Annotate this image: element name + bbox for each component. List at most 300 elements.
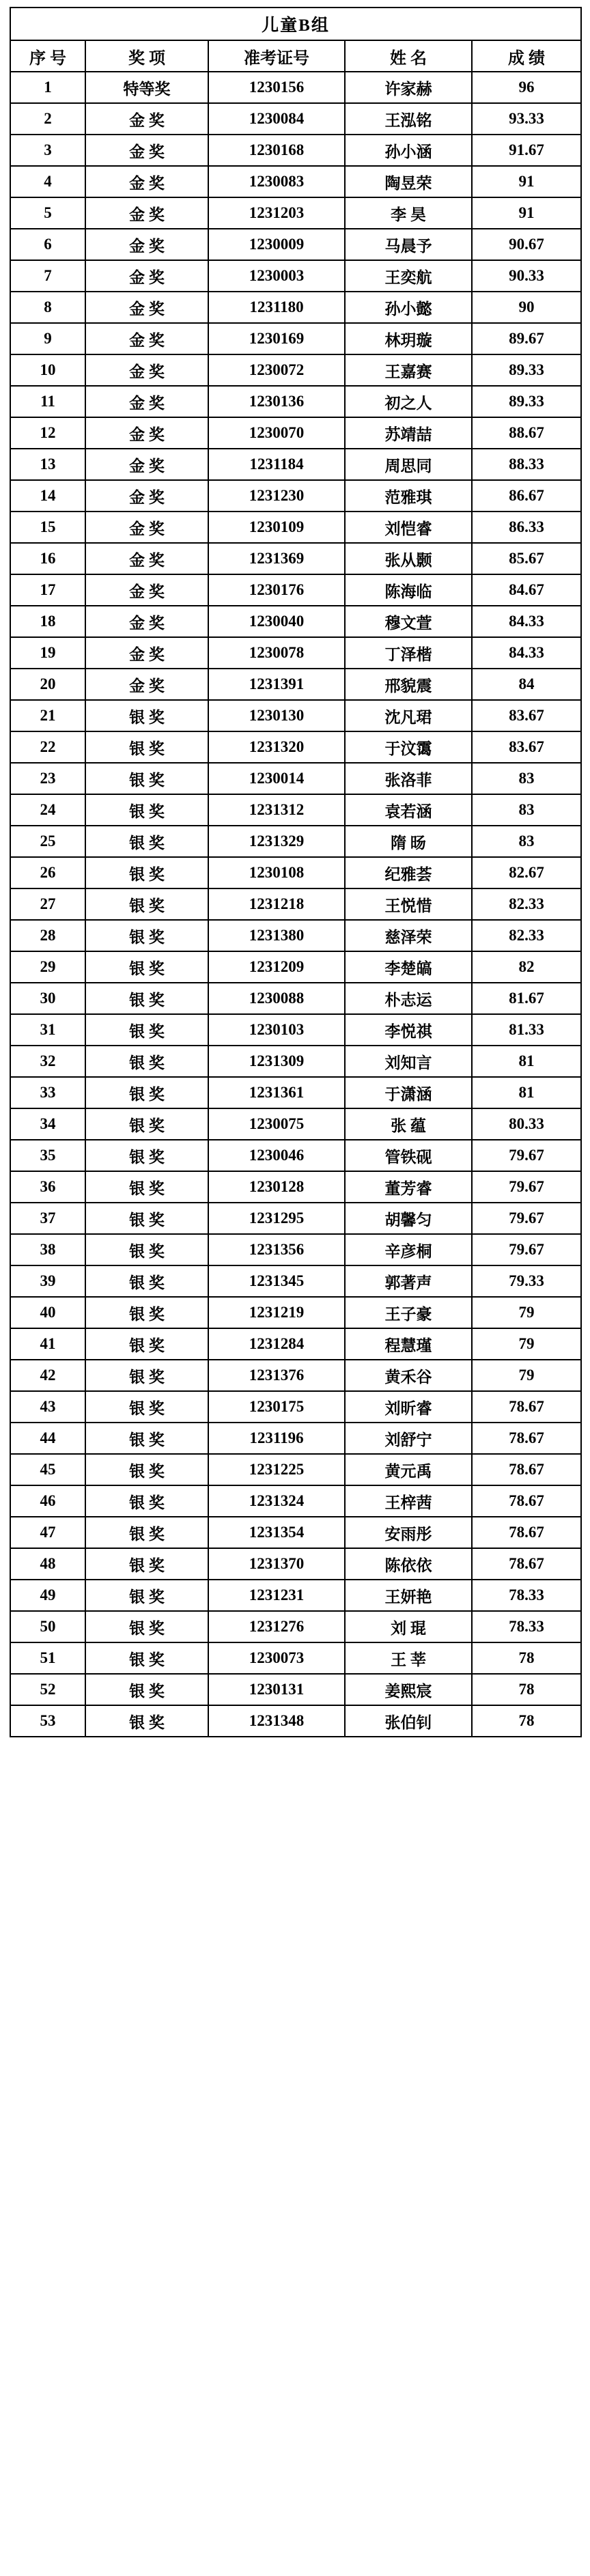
cell-award: 银 奖 [85, 1611, 208, 1642]
cell-id: 1230130 [208, 700, 345, 731]
cell-rank: 53 [10, 1705, 85, 1737]
cell-name: 王泓铭 [345, 103, 472, 135]
cell-name: 许家赫 [345, 72, 472, 103]
cell-rank: 3 [10, 135, 85, 166]
table-row [10, 983, 581, 1014]
cell-award: 金 奖 [85, 606, 208, 637]
cell-rank: 27 [10, 888, 85, 920]
cell-id: 1230009 [208, 229, 345, 260]
cell-score: 89.33 [472, 354, 581, 386]
cell-rank: 22 [10, 731, 85, 763]
cell-id: 1231324 [208, 1485, 345, 1517]
cell-name: 郭著声 [345, 1265, 472, 1297]
table-row [10, 480, 581, 512]
cell-award: 银 奖 [85, 1517, 208, 1548]
table-row [10, 229, 581, 260]
cell-id: 1231329 [208, 826, 345, 857]
cell-rank: 51 [10, 1642, 85, 1674]
cell-rank: 23 [10, 763, 85, 794]
cell-name: 张伯钊 [345, 1705, 472, 1737]
cell-id: 1230014 [208, 763, 345, 794]
cell-name: 刘舒宁 [345, 1423, 472, 1454]
cell-name: 程慧瑾 [345, 1328, 472, 1360]
cell-id: 1230003 [208, 260, 345, 292]
cell-id: 1230088 [208, 983, 345, 1014]
cell-rank: 42 [10, 1360, 85, 1391]
cell-name: 朴志运 [345, 983, 472, 1014]
cell-score: 88.33 [472, 449, 581, 480]
table-row [10, 72, 581, 103]
cell-id: 1230083 [208, 166, 345, 197]
cell-award: 银 奖 [85, 1423, 208, 1454]
table-row [10, 857, 581, 888]
table-row [10, 794, 581, 826]
cell-award: 银 奖 [85, 1454, 208, 1485]
cell-rank: 38 [10, 1234, 85, 1265]
table-row [10, 731, 581, 763]
cell-rank: 4 [10, 166, 85, 197]
cell-rank: 25 [10, 826, 85, 857]
cell-score: 84.33 [472, 606, 581, 637]
table-row [10, 1423, 581, 1454]
column-header-award: 奖 项 [85, 40, 208, 72]
table-row [10, 1360, 581, 1391]
cell-id: 1231196 [208, 1423, 345, 1454]
cell-name: 李楚皜 [345, 951, 472, 983]
cell-score: 81.33 [472, 1014, 581, 1046]
cell-rank: 30 [10, 983, 85, 1014]
cell-rank: 34 [10, 1108, 85, 1140]
cell-id: 1231203 [208, 197, 345, 229]
cell-rank: 44 [10, 1423, 85, 1454]
table-row [10, 1485, 581, 1517]
cell-score: 82.33 [472, 920, 581, 951]
cell-award: 银 奖 [85, 1077, 208, 1108]
cell-award: 银 奖 [85, 1203, 208, 1234]
cell-id: 1230073 [208, 1642, 345, 1674]
cell-score: 86.33 [472, 512, 581, 543]
cell-name: 王悦惜 [345, 888, 472, 920]
cell-rank: 9 [10, 323, 85, 354]
cell-id: 1231225 [208, 1454, 345, 1485]
cell-id: 1231376 [208, 1360, 345, 1391]
cell-award: 银 奖 [85, 857, 208, 888]
cell-score: 78.33 [472, 1611, 581, 1642]
cell-id: 1231312 [208, 794, 345, 826]
cell-id: 1230156 [208, 72, 345, 103]
cell-award: 金 奖 [85, 669, 208, 700]
cell-rank: 5 [10, 197, 85, 229]
table-row [10, 166, 581, 197]
cell-score: 79.33 [472, 1265, 581, 1297]
cell-award: 金 奖 [85, 166, 208, 197]
cell-id: 1230169 [208, 323, 345, 354]
table-row [10, 1391, 581, 1423]
cell-score: 82 [472, 951, 581, 983]
table-row [10, 135, 581, 166]
cell-score: 80.33 [472, 1108, 581, 1140]
table-row [10, 1108, 581, 1140]
cell-name: 于潇涵 [345, 1077, 472, 1108]
cell-name: 慈泽荣 [345, 920, 472, 951]
cell-award: 银 奖 [85, 888, 208, 920]
cell-id: 1230084 [208, 103, 345, 135]
cell-id: 1230128 [208, 1171, 345, 1203]
cell-rank: 33 [10, 1077, 85, 1108]
cell-name: 安雨彤 [345, 1517, 472, 1548]
cell-rank: 41 [10, 1328, 85, 1360]
table-row [10, 103, 581, 135]
cell-id: 1230175 [208, 1391, 345, 1423]
table-row [10, 260, 581, 292]
cell-score: 81.67 [472, 983, 581, 1014]
cell-name: 袁若涵 [345, 794, 472, 826]
cell-rank: 10 [10, 354, 85, 386]
cell-award: 银 奖 [85, 763, 208, 794]
cell-rank: 15 [10, 512, 85, 543]
cell-score: 83 [472, 826, 581, 857]
cell-score: 78 [472, 1705, 581, 1737]
table-row [10, 1297, 581, 1328]
cell-name: 王妍艳 [345, 1580, 472, 1611]
table-row [10, 1328, 581, 1360]
cell-score: 79 [472, 1328, 581, 1360]
table-row [10, 543, 581, 574]
cell-name: 纪雅荟 [345, 857, 472, 888]
cell-rank: 39 [10, 1265, 85, 1297]
cell-score: 79.67 [472, 1140, 581, 1171]
cell-award: 金 奖 [85, 637, 208, 669]
table-row [10, 512, 581, 543]
cell-rank: 24 [10, 794, 85, 826]
cell-award: 银 奖 [85, 1548, 208, 1580]
cell-score: 91 [472, 197, 581, 229]
cell-award: 金 奖 [85, 543, 208, 574]
cell-rank: 40 [10, 1297, 85, 1328]
table-row [10, 354, 581, 386]
cell-score: 88.67 [472, 417, 581, 449]
cell-rank: 16 [10, 543, 85, 574]
table-row [10, 700, 581, 731]
cell-name: 初之人 [345, 386, 472, 417]
table-title-row [10, 8, 581, 40]
cell-rank: 6 [10, 229, 85, 260]
cell-award: 银 奖 [85, 1485, 208, 1517]
cell-rank: 8 [10, 292, 85, 323]
table-row [10, 197, 581, 229]
table-row [10, 1548, 581, 1580]
cell-award: 银 奖 [85, 1140, 208, 1171]
cell-score: 78.67 [472, 1391, 581, 1423]
cell-name: 范雅琪 [345, 480, 472, 512]
cell-id: 1231230 [208, 480, 345, 512]
cell-name: 黄禾谷 [345, 1360, 472, 1391]
cell-award: 金 奖 [85, 449, 208, 480]
table-row [10, 1674, 581, 1705]
cell-award: 银 奖 [85, 1297, 208, 1328]
cell-score: 91 [472, 166, 581, 197]
table-row [10, 574, 581, 606]
cell-score: 90 [472, 292, 581, 323]
cell-award: 银 奖 [85, 1046, 208, 1077]
cell-name: 刘昕睿 [345, 1391, 472, 1423]
results-table [10, 7, 582, 1737]
cell-score: 78.67 [472, 1454, 581, 1485]
cell-name: 姜熙宸 [345, 1674, 472, 1705]
table-row [10, 951, 581, 983]
cell-name: 陈海临 [345, 574, 472, 606]
cell-id: 1231309 [208, 1046, 345, 1077]
cell-score: 81 [472, 1046, 581, 1077]
cell-award: 银 奖 [85, 1580, 208, 1611]
cell-award: 银 奖 [85, 700, 208, 731]
column-header-id: 准考证号 [208, 40, 345, 72]
table-column-header-row [10, 40, 581, 72]
cell-rank: 35 [10, 1140, 85, 1171]
cell-award: 银 奖 [85, 1328, 208, 1360]
cell-score: 82.33 [472, 888, 581, 920]
cell-score: 83.67 [472, 731, 581, 763]
cell-rank: 43 [10, 1391, 85, 1423]
cell-name: 管铁砚 [345, 1140, 472, 1171]
cell-id: 1231231 [208, 1580, 345, 1611]
cell-score: 93.33 [472, 103, 581, 135]
cell-rank: 32 [10, 1046, 85, 1077]
cell-rank: 48 [10, 1548, 85, 1580]
cell-rank: 37 [10, 1203, 85, 1234]
cell-name: 李 昊 [345, 197, 472, 229]
cell-id: 1231391 [208, 669, 345, 700]
table-row [10, 1611, 581, 1642]
cell-rank: 12 [10, 417, 85, 449]
cell-score: 78 [472, 1674, 581, 1705]
cell-score: 90.67 [472, 229, 581, 260]
table-row [10, 292, 581, 323]
cell-id: 1230131 [208, 1674, 345, 1705]
column-header-score: 成 绩 [472, 40, 581, 72]
cell-rank: 47 [10, 1517, 85, 1548]
cell-award: 金 奖 [85, 135, 208, 166]
cell-score: 84 [472, 669, 581, 700]
cell-score: 79 [472, 1360, 581, 1391]
cell-score: 79 [472, 1297, 581, 1328]
cell-score: 78.67 [472, 1485, 581, 1517]
cell-rank: 31 [10, 1014, 85, 1046]
table-row [10, 606, 581, 637]
cell-score: 81 [472, 1077, 581, 1108]
cell-score: 90.33 [472, 260, 581, 292]
cell-rank: 1 [10, 72, 85, 103]
cell-id: 1231295 [208, 1203, 345, 1234]
table-row [10, 1517, 581, 1548]
cell-rank: 52 [10, 1674, 85, 1705]
cell-name: 穆文萱 [345, 606, 472, 637]
cell-name: 苏靖喆 [345, 417, 472, 449]
cell-id: 1230070 [208, 417, 345, 449]
table-row [10, 1140, 581, 1171]
cell-name: 孙小懿 [345, 292, 472, 323]
cell-name: 刘 琨 [345, 1611, 472, 1642]
table-row [10, 386, 581, 417]
cell-id: 1231348 [208, 1705, 345, 1737]
cell-score: 78.33 [472, 1580, 581, 1611]
cell-score: 79.67 [472, 1234, 581, 1265]
table-row [10, 1014, 581, 1046]
cell-score: 96 [472, 72, 581, 103]
cell-name: 张 蕴 [345, 1108, 472, 1140]
cell-name: 沈凡珺 [345, 700, 472, 731]
cell-name: 周思同 [345, 449, 472, 480]
cell-rank: 7 [10, 260, 85, 292]
cell-award: 金 奖 [85, 229, 208, 260]
cell-award: 银 奖 [85, 951, 208, 983]
cell-score: 78.67 [472, 1423, 581, 1454]
cell-id: 1231345 [208, 1265, 345, 1297]
cell-id: 1230109 [208, 512, 345, 543]
cell-award: 银 奖 [85, 1171, 208, 1203]
cell-award: 银 奖 [85, 731, 208, 763]
cell-score: 83 [472, 794, 581, 826]
cell-name: 李悦祺 [345, 1014, 472, 1046]
cell-id: 1231219 [208, 1297, 345, 1328]
table-row [10, 1454, 581, 1485]
cell-score: 79.67 [472, 1203, 581, 1234]
cell-award: 金 奖 [85, 480, 208, 512]
cell-id: 1231369 [208, 543, 345, 574]
column-header-name: 姓 名 [345, 40, 472, 72]
cell-id: 1231356 [208, 1234, 345, 1265]
cell-score: 78.67 [472, 1548, 581, 1580]
table-row [10, 1046, 581, 1077]
cell-award: 金 奖 [85, 512, 208, 543]
cell-award: 金 奖 [85, 103, 208, 135]
cell-rank: 21 [10, 700, 85, 731]
cell-award: 银 奖 [85, 920, 208, 951]
cell-name: 黄元禹 [345, 1454, 472, 1485]
table-title: 儿童B组 [10, 8, 581, 40]
cell-score: 91.67 [472, 135, 581, 166]
cell-score: 83 [472, 763, 581, 794]
cell-id: 1231184 [208, 449, 345, 480]
cell-id: 1231354 [208, 1517, 345, 1548]
cell-award: 银 奖 [85, 1360, 208, 1391]
cell-score: 79.67 [472, 1171, 581, 1203]
table-row [10, 920, 581, 951]
cell-rank: 50 [10, 1611, 85, 1642]
cell-name: 胡馨匀 [345, 1203, 472, 1234]
cell-rank: 26 [10, 857, 85, 888]
cell-score: 82.67 [472, 857, 581, 888]
cell-rank: 45 [10, 1454, 85, 1485]
cell-name: 王子豪 [345, 1297, 472, 1328]
cell-name: 陈依依 [345, 1548, 472, 1580]
cell-id: 1231218 [208, 888, 345, 920]
table-row [10, 1705, 581, 1737]
cell-award: 金 奖 [85, 292, 208, 323]
cell-id: 1230136 [208, 386, 345, 417]
table-row [10, 1580, 581, 1611]
cell-score: 84.33 [472, 637, 581, 669]
cell-name: 王奕航 [345, 260, 472, 292]
cell-id: 1230072 [208, 354, 345, 386]
cell-id: 1231276 [208, 1611, 345, 1642]
cell-score: 89.33 [472, 386, 581, 417]
cell-rank: 13 [10, 449, 85, 480]
cell-name: 刘知言 [345, 1046, 472, 1077]
cell-score: 78 [472, 1642, 581, 1674]
cell-award: 银 奖 [85, 1234, 208, 1265]
table-row [10, 888, 581, 920]
table-row [10, 449, 581, 480]
table-header [10, 8, 581, 72]
cell-award: 银 奖 [85, 1705, 208, 1737]
cell-name: 王梓茜 [345, 1485, 472, 1517]
cell-name: 董芳睿 [345, 1171, 472, 1203]
table-row [10, 826, 581, 857]
cell-award: 银 奖 [85, 794, 208, 826]
cell-id: 1231209 [208, 951, 345, 983]
cell-name: 刘恺睿 [345, 512, 472, 543]
cell-name: 张洛菲 [345, 763, 472, 794]
cell-name: 张从颢 [345, 543, 472, 574]
cell-id: 1230078 [208, 637, 345, 669]
cell-score: 89.67 [472, 323, 581, 354]
cell-award: 金 奖 [85, 197, 208, 229]
cell-id: 1230176 [208, 574, 345, 606]
cell-id: 1230108 [208, 857, 345, 888]
cell-award: 银 奖 [85, 1014, 208, 1046]
table-row [10, 417, 581, 449]
cell-id: 1231370 [208, 1548, 345, 1580]
table-row [10, 1642, 581, 1674]
cell-name: 辛彦桐 [345, 1234, 472, 1265]
cell-award: 银 奖 [85, 1674, 208, 1705]
cell-award: 金 奖 [85, 417, 208, 449]
cell-name: 于汶霭 [345, 731, 472, 763]
cell-rank: 20 [10, 669, 85, 700]
cell-award: 金 奖 [85, 260, 208, 292]
table-body [10, 72, 581, 1737]
cell-award: 银 奖 [85, 1265, 208, 1297]
cell-name: 隋 旸 [345, 826, 472, 857]
cell-rank: 36 [10, 1171, 85, 1203]
cell-name: 陶昱荣 [345, 166, 472, 197]
cell-score: 83.67 [472, 700, 581, 731]
cell-name: 王嘉赛 [345, 354, 472, 386]
cell-id: 1231320 [208, 731, 345, 763]
table-row [10, 763, 581, 794]
cell-rank: 19 [10, 637, 85, 669]
cell-rank: 29 [10, 951, 85, 983]
cell-name: 林玥璇 [345, 323, 472, 354]
cell-rank: 49 [10, 1580, 85, 1611]
cell-award: 金 奖 [85, 354, 208, 386]
cell-award: 银 奖 [85, 1391, 208, 1423]
table-row [10, 1234, 581, 1265]
cell-id: 1231361 [208, 1077, 345, 1108]
cell-award: 银 奖 [85, 983, 208, 1014]
cell-award: 银 奖 [85, 1108, 208, 1140]
cell-name: 王 莘 [345, 1642, 472, 1674]
cell-rank: 28 [10, 920, 85, 951]
table-row [10, 637, 581, 669]
cell-award: 金 奖 [85, 386, 208, 417]
cell-score: 86.67 [472, 480, 581, 512]
cell-name: 丁泽楷 [345, 637, 472, 669]
cell-rank: 14 [10, 480, 85, 512]
cell-name: 邢貌震 [345, 669, 472, 700]
cell-id: 1230075 [208, 1108, 345, 1140]
